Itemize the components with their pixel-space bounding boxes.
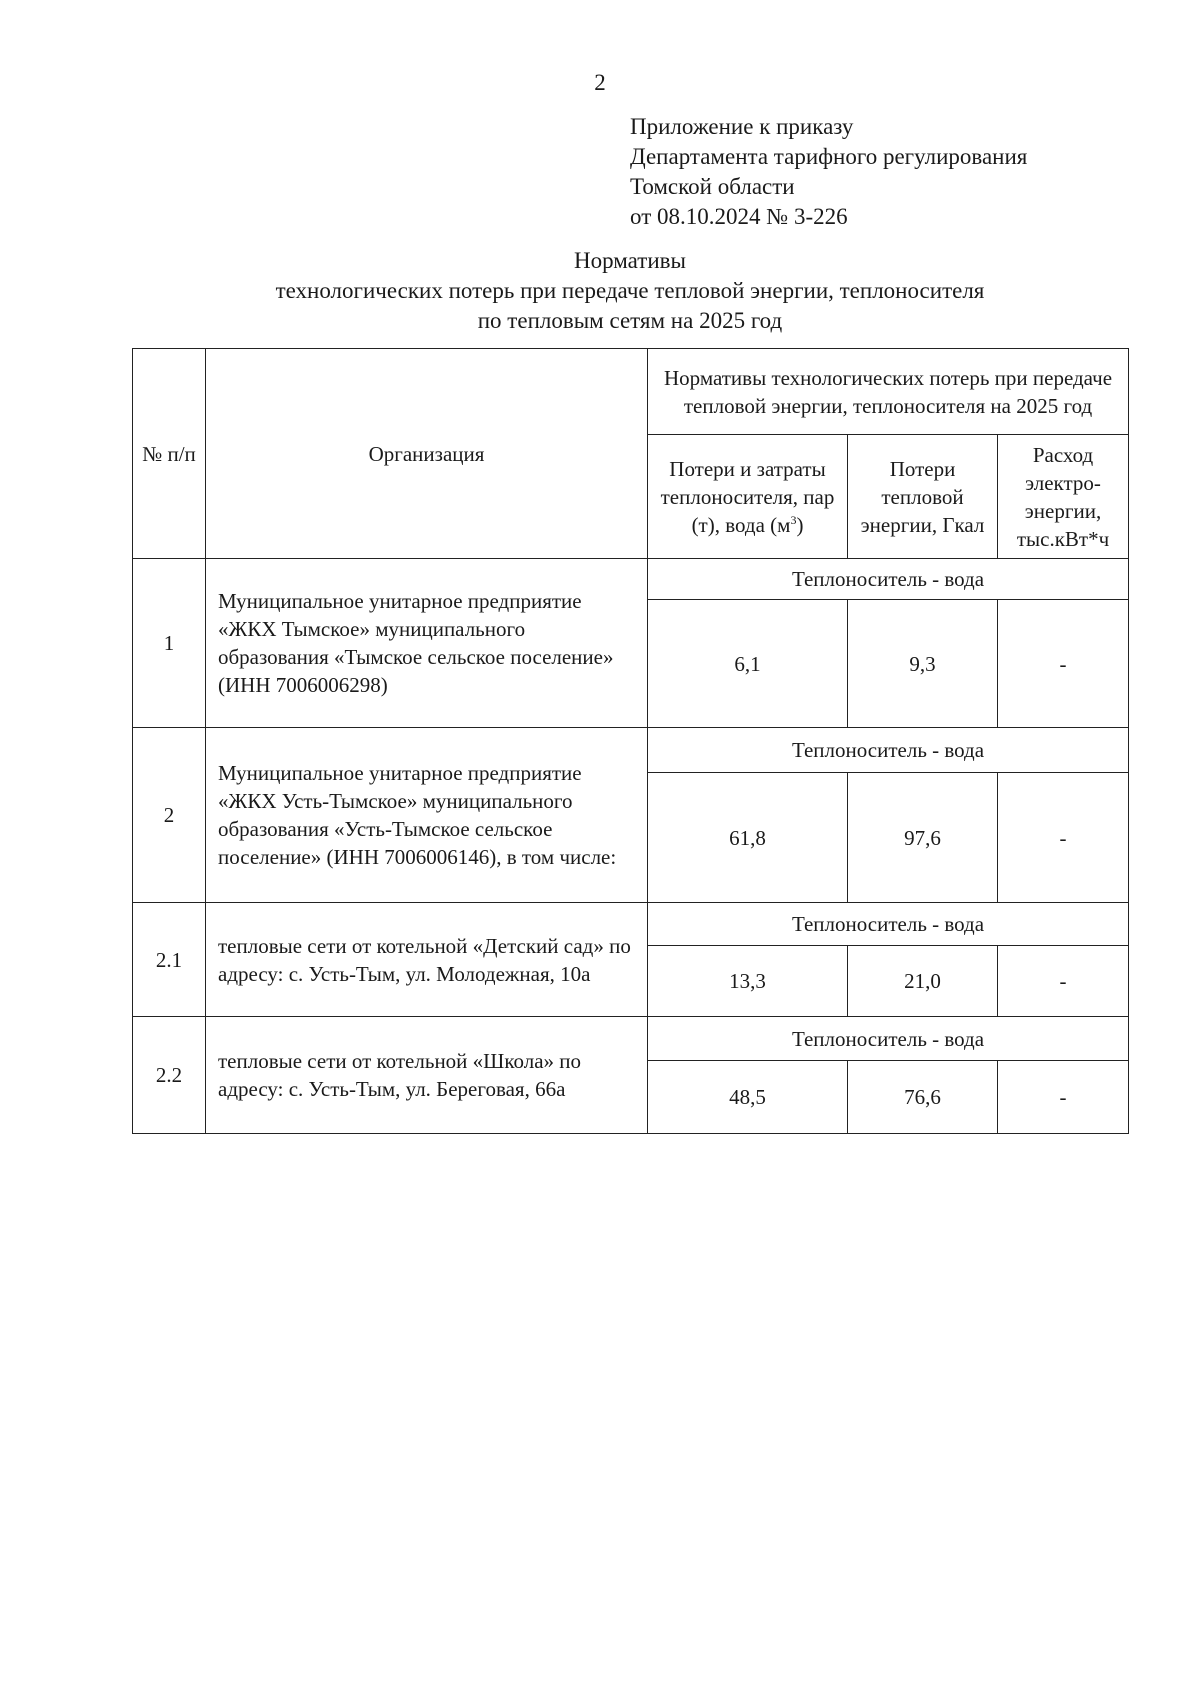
appendix-line: Томской области bbox=[630, 174, 795, 199]
row-heat: 76,6 bbox=[848, 1061, 998, 1134]
header-group: Нормативы технологических потерь при передаче тепловой энергии, теплоносителя на 2025 год bbox=[648, 349, 1129, 435]
row-num: 2 bbox=[133, 728, 206, 903]
title-line: технологических потерь при передаче тепловой энергии, теплоносителя bbox=[275, 278, 985, 303]
row-medium: Теплоноситель - вода bbox=[648, 559, 1129, 600]
title-line: по тепловым сетям на 2025 год bbox=[477, 308, 783, 333]
header-losses bbox=[648, 435, 848, 559]
row-losses: 13,3 bbox=[648, 946, 848, 1017]
title-line: Нормативы bbox=[574, 248, 686, 273]
row-num: 2.2 bbox=[133, 1017, 206, 1134]
row-power: - bbox=[998, 1061, 1129, 1134]
header-org: Организация bbox=[206, 349, 648, 559]
row-heat: 21,0 bbox=[848, 946, 998, 1017]
row-power: - bbox=[998, 946, 1129, 1017]
table-row bbox=[133, 728, 1129, 773]
table-row bbox=[133, 559, 1129, 600]
row-losses: 61,8 bbox=[648, 773, 848, 903]
row-medium: Теплоноситель - вода bbox=[648, 1017, 1129, 1061]
header-power: Расход электро-энергии, тыс.кВт*ч bbox=[998, 435, 1129, 559]
row-heat: 9,3 bbox=[848, 600, 998, 728]
page-number: 2 bbox=[594, 70, 606, 95]
row-medium: Теплоноситель - вода bbox=[648, 903, 1129, 946]
row-org: Муниципальное унитарное предприятие «ЖКХ Тымское» муниципального образования «Тымское сельское поселение» (ИНН 7006006298) bbox=[206, 559, 648, 728]
row-power: - bbox=[998, 773, 1129, 903]
header-num: № п/п bbox=[133, 349, 206, 559]
row-losses: 6,1 bbox=[648, 600, 848, 728]
row-heat: 97,6 bbox=[848, 773, 998, 903]
header-row bbox=[133, 349, 1129, 435]
header-heat: Потери тепловой энергии, Гкал bbox=[848, 435, 998, 559]
row-num: 2.1 bbox=[133, 903, 206, 1017]
norms-table bbox=[132, 348, 1129, 1134]
appendix-line: Приложение к приказу bbox=[630, 114, 854, 139]
appendix-block bbox=[630, 112, 1027, 232]
appendix-line: Департамента тарифного регулирования bbox=[630, 144, 1028, 169]
row-losses: 48,5 bbox=[648, 1061, 848, 1134]
row-org: тепловые сети от котельной «Детский сад» по адресу: с. Усть-Тым, ул. Молодежная, 10а bbox=[206, 903, 648, 1017]
row-medium: Теплоноситель - вода bbox=[648, 728, 1129, 773]
row-org: Муниципальное унитарное предприятие «ЖКХ Усть-Тымское» муниципального образования «Усть-Тымское сельское поселение» (ИНН 7006006146), в том числе: bbox=[206, 728, 648, 903]
header-losses-text: Потери и затраты теплоносителя, пар (т), вода (м bbox=[660, 456, 835, 537]
table-row bbox=[133, 903, 1129, 946]
table-row bbox=[133, 1017, 1129, 1061]
row-power: - bbox=[998, 600, 1129, 728]
header-losses-sup: 3 bbox=[790, 512, 797, 527]
header-losses-end: ) bbox=[796, 512, 804, 537]
row-num: 1 bbox=[133, 559, 206, 728]
appendix-line: от 08.10.2024 № 3-226 bbox=[630, 204, 848, 229]
row-org: тепловые сети от котельной «Школа» по адресу: с. Усть-Тым, ул. Береговая, 66а bbox=[206, 1017, 648, 1134]
document-title bbox=[0, 246, 1200, 336]
